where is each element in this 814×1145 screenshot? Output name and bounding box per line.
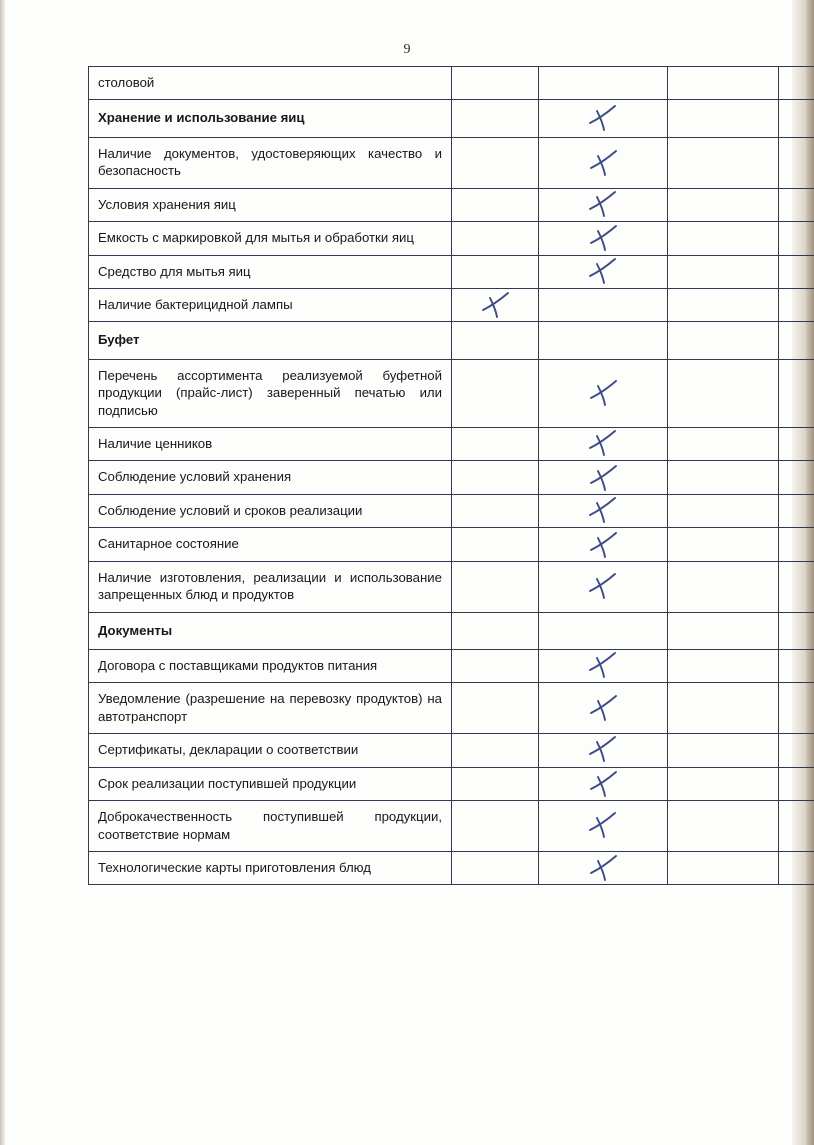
handwritten-check-mark (585, 427, 621, 461)
table-row (89, 528, 814, 561)
checkbox-cell-2[interactable] (539, 851, 668, 884)
checkbox-cell-4[interactable] (779, 461, 814, 494)
checkbox-cell-1[interactable] (452, 650, 539, 683)
table-row (89, 801, 814, 852)
handwritten-check-mark (585, 528, 621, 562)
handwritten-check-mark (585, 691, 621, 725)
checkbox-cell-4[interactable] (779, 100, 814, 137)
checkbox-cell-3[interactable] (668, 137, 779, 188)
checkbox-cell-3[interactable] (668, 100, 779, 137)
checkbox-cell-1[interactable] (452, 612, 539, 649)
handwritten-check-mark (585, 733, 621, 767)
checkbox-cell-4[interactable] (779, 188, 814, 221)
checkbox-cell-2[interactable] (539, 801, 668, 852)
handwritten-check-mark (585, 102, 621, 136)
checkbox-cell-2[interactable] (539, 322, 668, 359)
page-number: 9 (403, 42, 411, 57)
table-row (89, 461, 814, 494)
section-heading-cell: Буфет (89, 322, 452, 359)
checkbox-cell-3[interactable] (668, 851, 779, 884)
checkbox-cell-3[interactable] (668, 188, 779, 221)
handwritten-check-mark (477, 288, 513, 322)
checkbox-cell-2[interactable] (539, 288, 668, 321)
checkbox-cell-2[interactable] (539, 188, 668, 221)
checkbox-cell-2[interactable] (539, 494, 668, 527)
checklist-item-cell: Санитарное состояние (89, 528, 452, 561)
checklist-item-cell: Срок реализации поступившей продукции (89, 767, 452, 800)
checkbox-cell-4[interactable] (779, 67, 814, 100)
checklist-item-cell: Емкость с маркировкой для мытья и обработки яиц (89, 222, 452, 255)
checkbox-cell-1[interactable] (452, 801, 539, 852)
table-row (89, 100, 814, 137)
checkbox-cell-3[interactable] (668, 801, 779, 852)
checkbox-cell-1[interactable] (452, 100, 539, 137)
checkbox-cell-3[interactable] (668, 767, 779, 800)
checkbox-cell-3[interactable] (668, 322, 779, 359)
checklist-item-cell: Условия хранения яиц (89, 188, 452, 221)
checkbox-cell-3[interactable] (668, 528, 779, 561)
checklist-item-cell: Средство для мытья яиц (89, 255, 452, 288)
checkbox-cell-3[interactable] (668, 734, 779, 767)
table-row (89, 188, 814, 221)
checkbox-cell-2[interactable] (539, 428, 668, 461)
handwritten-check-mark (585, 767, 621, 801)
checklist-table-wrapper (88, 66, 776, 885)
checkbox-cell-2[interactable] (539, 767, 668, 800)
handwritten-check-mark (585, 461, 621, 495)
table-row (89, 767, 814, 800)
checklist-item-cell: Доброкачественность поступившей продукции, соответствие нормам (89, 801, 452, 852)
table-row (89, 612, 814, 649)
handwritten-check-mark (585, 221, 621, 255)
checkbox-cell-1[interactable] (452, 288, 539, 321)
checklist-item-cell: Технологические карты приготовления блюд (89, 851, 452, 884)
checklist-item-cell: Договора с поставщиками продуктов питания (89, 650, 452, 683)
checkbox-cell-3[interactable] (668, 428, 779, 461)
checkbox-cell-3[interactable] (668, 359, 779, 427)
checkbox-cell-2[interactable] (539, 683, 668, 734)
checklist-item-cell: Соблюдение условий хранения (89, 461, 452, 494)
table-row (89, 288, 814, 321)
checkbox-cell-2[interactable] (539, 137, 668, 188)
checkbox-cell-2[interactable] (539, 67, 668, 100)
checkbox-cell-4[interactable] (779, 137, 814, 188)
table-row (89, 734, 814, 767)
checklist-item-cell: Перечень ассортимента реализуемой буфетной продукции (прайс-лист) заверенный печатью или подписью (89, 359, 452, 427)
checkbox-cell-4[interactable] (779, 322, 814, 359)
table-row (89, 428, 814, 461)
checkbox-cell-4[interactable] (779, 851, 814, 884)
checkbox-cell-4[interactable] (779, 255, 814, 288)
handwritten-check-mark (585, 146, 621, 180)
checkbox-cell-4[interactable] (779, 801, 814, 852)
checkbox-cell-1[interactable] (452, 851, 539, 884)
section-heading-cell: Хранение и использование яиц (89, 100, 452, 137)
checkbox-cell-4[interactable] (779, 288, 814, 321)
checkbox-cell-4[interactable] (779, 767, 814, 800)
checkbox-cell-2[interactable] (539, 528, 668, 561)
handwritten-check-mark (585, 809, 621, 843)
table-row (89, 222, 814, 255)
checkbox-cell-1[interactable] (452, 67, 539, 100)
table-row (89, 137, 814, 188)
checklist-item-cell: Уведомление (разрешение на перевозку продуктов) на автотранспорт (89, 683, 452, 734)
checkbox-cell-2[interactable] (539, 359, 668, 427)
checkbox-cell-3[interactable] (668, 461, 779, 494)
checkbox-cell-3[interactable] (668, 612, 779, 649)
checkbox-cell-1[interactable] (452, 494, 539, 527)
handwritten-check-mark (585, 494, 621, 528)
checklist-item-cell: Наличие изготовления, реализации и использование запрещенных блюд и продуктов (89, 561, 452, 612)
checkbox-cell-3[interactable] (668, 650, 779, 683)
checkbox-cell-1[interactable] (452, 322, 539, 359)
checkbox-cell-1[interactable] (452, 188, 539, 221)
checkbox-cell-3[interactable] (668, 494, 779, 527)
checkbox-cell-3[interactable] (668, 67, 779, 100)
checkbox-cell-2[interactable] (539, 650, 668, 683)
checkbox-cell-2[interactable] (539, 100, 668, 137)
checkbox-cell-2[interactable] (539, 561, 668, 612)
handwritten-check-mark (585, 649, 621, 683)
handwritten-check-mark (585, 851, 621, 885)
checklist-item-cell: Наличие бактерицидной лампы (89, 288, 452, 321)
handwritten-check-mark (585, 570, 621, 604)
checkbox-cell-4[interactable] (779, 494, 814, 527)
table-row (89, 255, 814, 288)
checkbox-cell-4[interactable] (779, 359, 814, 427)
table-row (89, 561, 814, 612)
checklist-table (88, 66, 814, 885)
checklist-item-cell: Наличие документов, удостоверяющих качество и безопасность (89, 137, 452, 188)
checkbox-cell-4[interactable] (779, 528, 814, 561)
checkbox-cell-3[interactable] (668, 255, 779, 288)
checkbox-cell-1[interactable] (452, 428, 539, 461)
page-left-edge (0, 0, 5, 1145)
checkbox-cell-3[interactable] (668, 561, 779, 612)
checkbox-cell-1[interactable] (452, 222, 539, 255)
handwritten-check-mark (585, 188, 621, 222)
checkbox-cell-1[interactable] (452, 359, 539, 427)
checkbox-cell-1[interactable] (452, 683, 539, 734)
checkbox-cell-4[interactable] (779, 683, 814, 734)
checkbox-cell-4[interactable] (779, 612, 814, 649)
table-row (89, 683, 814, 734)
checkbox-cell-3[interactable] (668, 288, 779, 321)
checkbox-cell-4[interactable] (779, 561, 814, 612)
checkbox-cell-1[interactable] (452, 528, 539, 561)
checkbox-cell-3[interactable] (668, 222, 779, 255)
checkbox-cell-3[interactable] (668, 683, 779, 734)
table-row (89, 650, 814, 683)
checkbox-cell-2[interactable] (539, 734, 668, 767)
table-row (89, 494, 814, 527)
section-heading-cell: Документы (89, 612, 452, 649)
checkbox-cell-1[interactable] (452, 561, 539, 612)
checkbox-cell-2[interactable] (539, 255, 668, 288)
checkbox-cell-4[interactable] (779, 734, 814, 767)
checkbox-cell-1[interactable] (452, 734, 539, 767)
handwritten-check-mark (585, 376, 621, 410)
checklist-item-cell: Наличие ценников (89, 428, 452, 461)
checklist-item-cell: Соблюдение условий и сроков реализации (89, 494, 452, 527)
table-row (89, 359, 814, 427)
checkbox-cell-1[interactable] (452, 255, 539, 288)
checkbox-cell-2[interactable] (539, 461, 668, 494)
handwritten-check-mark (585, 255, 621, 289)
checkbox-cell-1[interactable] (452, 767, 539, 800)
table-row (89, 851, 814, 884)
checkbox-cell-1[interactable] (452, 461, 539, 494)
checkbox-cell-2[interactable] (539, 222, 668, 255)
checkbox-cell-4[interactable] (779, 650, 814, 683)
checkbox-cell-1[interactable] (452, 137, 539, 188)
checklist-item-cell: Сертификаты, декларации о соответствии (89, 734, 452, 767)
checkbox-cell-4[interactable] (779, 428, 814, 461)
table-row (89, 322, 814, 359)
checkbox-cell-4[interactable] (779, 222, 814, 255)
table-row (89, 67, 814, 100)
checklist-item-cell: столовой (89, 67, 452, 100)
checkbox-cell-2[interactable] (539, 612, 668, 649)
